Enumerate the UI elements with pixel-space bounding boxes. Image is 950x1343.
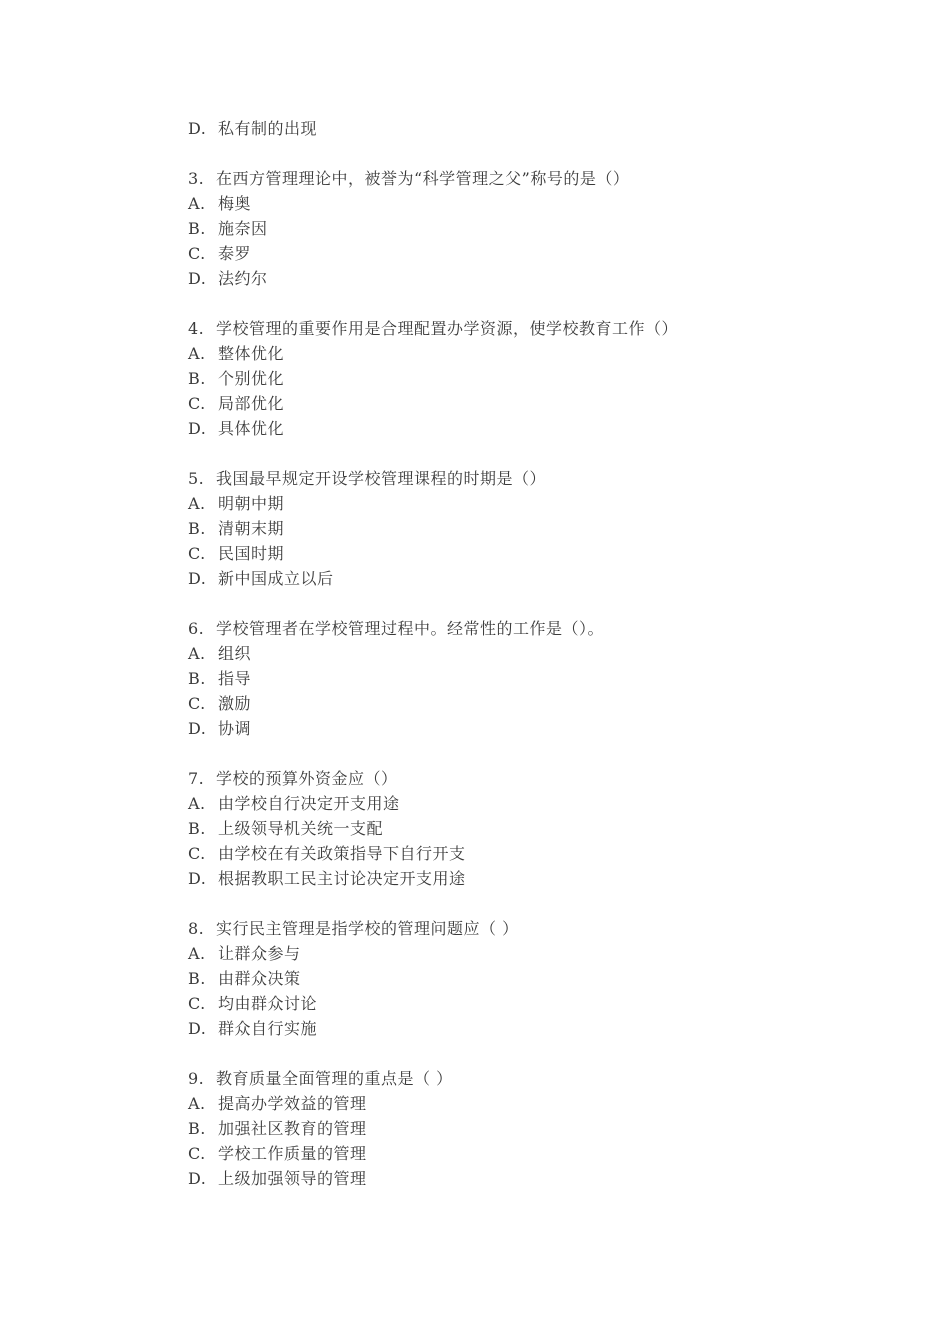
question-number: 4. [188, 319, 205, 338]
question-stem [188, 1066, 888, 1091]
option-b [188, 216, 888, 241]
option-letter: C. [188, 1144, 206, 1163]
option-text: 根据教职工民主讨论决定开支用途 [218, 869, 466, 888]
option-letter: A. [188, 1094, 206, 1113]
spacer [188, 1041, 888, 1066]
option-letter: C. [188, 394, 206, 413]
option-text: 整体优化 [218, 344, 285, 363]
spacer [188, 741, 888, 766]
option-d [188, 1166, 888, 1191]
question-9 [188, 1066, 888, 1191]
option-text: 学校工作质量的管理 [218, 1144, 367, 1163]
option-text: 新中国成立以后 [218, 569, 334, 588]
option-text: 施奈因 [218, 219, 268, 238]
option-d [188, 566, 888, 591]
option-c [188, 541, 888, 566]
question-text: 学校的预算外资金应（） [216, 769, 398, 788]
option-text: 加强社区教育的管理 [218, 1119, 367, 1138]
question-7 [188, 766, 888, 891]
option-text: 提高办学效益的管理 [218, 1094, 367, 1113]
question-text: 学校管理者在学校管理过程中。经常性的工作是（）。 [216, 619, 605, 638]
option-letter: D. [188, 419, 207, 438]
option-text: 明朝中期 [218, 494, 285, 513]
option-a [188, 791, 888, 816]
option-letter: A. [188, 794, 206, 813]
question-number: 3. [188, 169, 205, 188]
option-letter: A. [188, 494, 206, 513]
question-stem [188, 316, 888, 341]
option-letter: C. [188, 544, 206, 563]
option-letter: B. [188, 969, 206, 988]
spacer [188, 291, 888, 316]
option-a [188, 941, 888, 966]
option-letter: D. [188, 119, 207, 138]
option-d [188, 866, 888, 891]
question-stem [188, 916, 888, 941]
option-letter: D. [188, 1169, 207, 1188]
option-text: 具体优化 [218, 419, 285, 438]
document-page [188, 116, 888, 1191]
question-text: 学校管理的重要作用是合理配置办学资源，使学校教育工作（） [216, 319, 679, 338]
option-c [188, 241, 888, 266]
option-a [188, 491, 888, 516]
spacer [188, 891, 888, 916]
option-b [188, 366, 888, 391]
spacer [188, 441, 888, 466]
option-c [188, 691, 888, 716]
option-text: 由群众决策 [218, 969, 301, 988]
option-letter: B. [188, 1119, 206, 1138]
option-b [188, 666, 888, 691]
option-letter: C. [188, 244, 206, 263]
option-c [188, 391, 888, 416]
question-4 [188, 316, 888, 441]
option-text: 泰罗 [218, 244, 252, 263]
option-letter: C. [188, 994, 206, 1013]
option-d [188, 416, 888, 441]
option-d [188, 266, 888, 291]
option-d [188, 1016, 888, 1041]
option-b [188, 816, 888, 841]
option-a [188, 1091, 888, 1116]
option-b [188, 966, 888, 991]
option-letter: D. [188, 1019, 207, 1038]
question-8 [188, 916, 888, 1041]
option-text: 法约尔 [218, 269, 268, 288]
spacer [188, 591, 888, 616]
leading-option [188, 116, 888, 141]
question-stem [188, 466, 888, 491]
option-letter: B. [188, 669, 206, 688]
option-text: 协调 [218, 719, 252, 738]
question-3 [188, 166, 888, 291]
option-letter: D. [188, 269, 207, 288]
option-letter: C. [188, 844, 206, 863]
option-letter: A. [188, 944, 206, 963]
option-a [188, 191, 888, 216]
option-text: 指导 [218, 669, 252, 688]
option-text: 局部优化 [218, 394, 285, 413]
option-text: 由学校自行决定开支用途 [218, 794, 400, 813]
question-text: 在西方管理理论中，被誉为“科学管理之父”称号的是（） [216, 169, 630, 188]
option-text: 均由群众讨论 [218, 994, 318, 1013]
option-d [188, 716, 888, 741]
option-c [188, 1141, 888, 1166]
question-text: 教育质量全面管理的重点是（ ） [216, 1069, 453, 1088]
option-text: 梅奥 [218, 194, 252, 213]
question-number: 8. [188, 919, 205, 938]
question-text: 我国最早规定开设学校管理课程的时期是（） [216, 469, 547, 488]
option-text: 由学校在有关政策指导下自行开支 [218, 844, 466, 863]
question-number: 5. [188, 469, 205, 488]
option-c [188, 991, 888, 1016]
question-stem [188, 616, 888, 641]
question-stem [188, 766, 888, 791]
option-text: 民国时期 [218, 544, 285, 563]
option-text: 私有制的出现 [218, 119, 318, 138]
option-text: 组织 [218, 644, 252, 663]
option-letter: B. [188, 219, 206, 238]
question-6 [188, 616, 888, 741]
option-c [188, 841, 888, 866]
option-letter: B. [188, 369, 206, 388]
option-text: 上级领导机关统一支配 [218, 819, 384, 838]
option-text: 群众自行实施 [218, 1019, 318, 1038]
spacer [188, 141, 888, 166]
option-letter: D. [188, 569, 207, 588]
option-text: 让群众参与 [218, 944, 301, 963]
question-number: 7. [188, 769, 205, 788]
question-number: 9. [188, 1069, 205, 1088]
question-stem [188, 166, 888, 191]
option-text: 清朝末期 [218, 519, 285, 538]
option-a [188, 641, 888, 666]
option-text: 个别优化 [218, 369, 285, 388]
option-text: 激励 [218, 694, 252, 713]
option-letter: D. [188, 719, 207, 738]
question-5 [188, 466, 888, 591]
option-a [188, 341, 888, 366]
option-letter: B. [188, 819, 206, 838]
option-letter: A. [188, 194, 206, 213]
option-b [188, 1116, 888, 1141]
option-letter: A. [188, 644, 206, 663]
option-letter: A. [188, 344, 206, 363]
option-text: 上级加强领导的管理 [218, 1169, 367, 1188]
option-letter: B. [188, 519, 206, 538]
question-text: 实行民主管理是指学校的管理问题应（ ） [216, 919, 519, 938]
question-number: 6. [188, 619, 205, 638]
option-b [188, 516, 888, 541]
option-letter: D. [188, 869, 207, 888]
option-letter: C. [188, 694, 206, 713]
